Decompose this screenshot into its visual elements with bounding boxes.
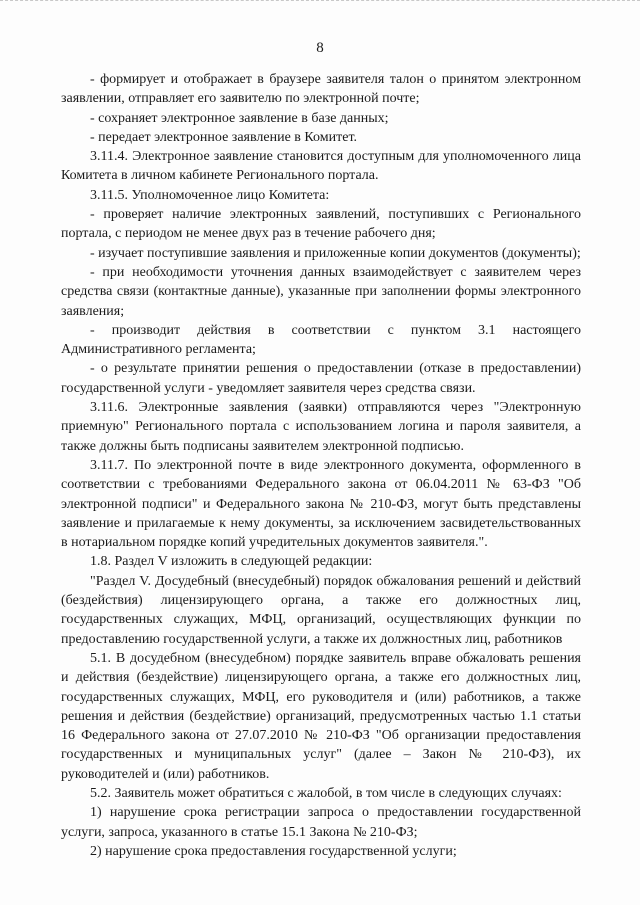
paragraph-ticket-bullet: - формирует и отображает в браузере заявителя талон о принятом электронном заявлении, отправляет его заявителю по электронной почте; (61, 72, 581, 107)
paragraph-3-11-6: 3.11.6. Электронные заявления (заявки) отправляются через "Электронную приемную" Регионального портала с использованием логина и пароля заявителя, а также должны быть подписаны заявителем электронной подписью. (61, 400, 581, 454)
list-item-2: 2) нарушение срока предоставления государственной услуги; (90, 843, 457, 859)
paragraph-3-11-4: 3.11.4. Электронное заявление становится доступным для уполномоченного лица Комитета в личном кабинете Регионального портала. (61, 149, 581, 184)
scan-edge-line (0, 0, 640, 3)
paragraph-3-11-5: 3.11.5. Уполномоченное лицо Комитета: (90, 187, 330, 203)
paragraph-transfer-bullet: - передает электронное заявление в Комитет. (90, 129, 358, 145)
paragraph-save-bullet: - сохраняет электронное заявление в базе данных; (90, 110, 389, 126)
paragraph-contact-bullet: - при необходимости уточнения данных взаимодействует с заявителем через средства связи (контактные данные), указанные при заполнении формы электронного заявления; (61, 264, 581, 319)
paragraph-check-bullet: - проверяет наличие электронных заявлений, поступивших с Регионального портала, с периодом не менее двух раз в течение рабочего дня; (61, 207, 581, 242)
paragraph-study-bullet: - изучает поступившие заявления и приложенные копии документов (документы); (90, 245, 581, 261)
section-v-heading: "Раздел V. Досудебный (внесудебный) порядок обжалования решений и действий (бездействия) лицензирующего органа, а также его должностных лиц, государственных служащих, МФЦ, организаций, осуществляющих функции по предоставлению государственной услуги, а также их должностных лиц, работников (61, 573, 581, 647)
paragraph-5-2: 5.2. Заявитель может обратиться с жалобой, в том числе в следующих случаях: (90, 785, 562, 801)
page-number: 8 (316, 40, 324, 56)
document-body (61, 70, 581, 861)
paragraph-notify-bullet: - о результате принятии решения о предоставлении (отказе в предоставлении) государственной услуги - уведомляет заявителя через средства связи. (61, 361, 581, 396)
list-item-1: 1) нарушение срока регистрации запроса о предоставлении государственной услуги, запроса, указанного в статье 15.1 Закона № 210-ФЗ; (61, 805, 581, 840)
paragraph-3-11-7: 3.11.7. По электронной почте в виде электронного документа, оформленного в соответствии с требованиями Федерального закона от 06.04.2011 № 63-ФЗ "Об электронной подписи" и Федерального закона № 210-ФЗ, могут быть представлены заявление и прилагаемые к нему документы, за исключением засвидетельствованных в нотариальном порядке копий учредительных документов заявителя.". (61, 457, 581, 551)
paragraph-5-1: 5.1. В досудебном (внесудебном) порядке заявитель вправе обжаловать решения и действия (бездействие) лицензирующего органа, а также его должностных лиц, государственных служащих, МФЦ, его руководителя и (или) работников, а также решения и действия (бездействие) организаций, предусмотренных частью 1.1 статьи 16 Федерального закона от 27.07.2010 № 210-ФЗ "Об организации предоставления государственных и муниципальных услуг" (далее – Закон № 210-ФЗ), их руководителей и (или) работников. (61, 650, 581, 782)
paragraph-actions-bullet: - производит действия в соответствии с пунктом 3.1 настоящего Административного регламента; (61, 322, 581, 358)
paragraph-1-8: 1.8. Раздел V изложить в следующей редакции: (90, 554, 373, 570)
